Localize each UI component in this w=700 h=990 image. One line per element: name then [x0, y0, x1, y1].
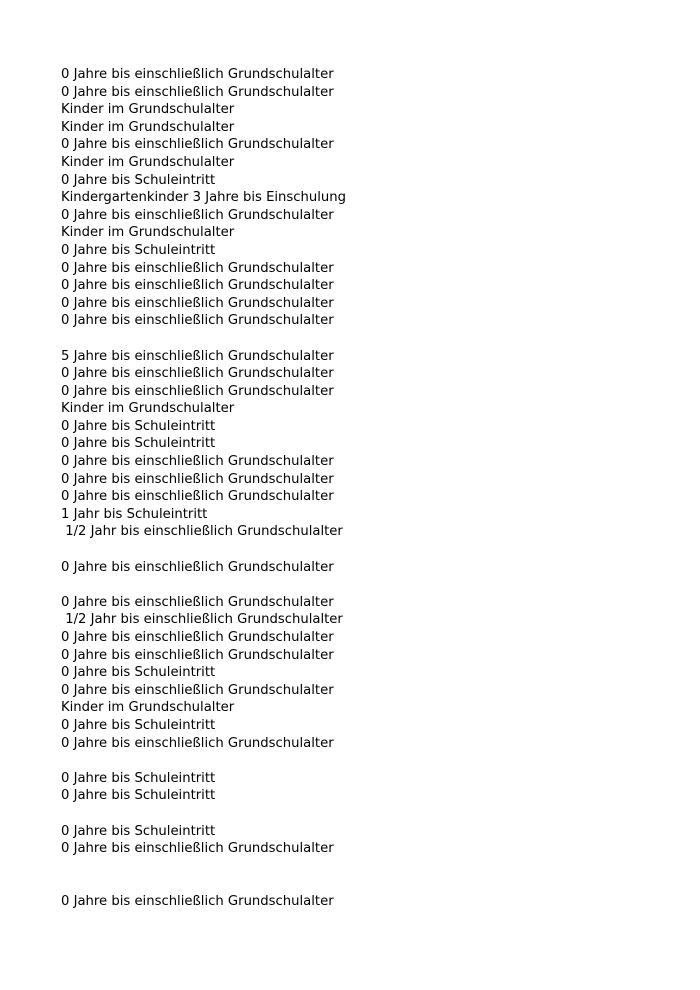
text-line: 0 Jahre bis einschließlich Grundschulalter	[61, 630, 334, 645]
text-line: Kinder im Grundschulalter	[61, 225, 235, 241]
text-line: 0 Jahre bis einschließlich Grundschulalter	[61, 471, 334, 487]
text-line	[61, 541, 681, 559]
text-line: Kinder im Grundschulalter	[61, 119, 235, 135]
text-line: 0 Jahre bis einschließlich Grundschulalter	[61, 594, 334, 610]
text-line	[61, 330, 681, 348]
text-line: Kindergartenkinder 3 Jahre bis Einschulung	[61, 190, 347, 206]
text-line: 0 Jahre bis Schuleintritt	[61, 717, 216, 733]
text-line	[61, 858, 681, 876]
text-line: Kinder im Grundschulalter	[61, 154, 235, 170]
text-line: Kinder im Grundschulalter	[61, 700, 235, 716]
text-line: 0 Jahre bis Schuleintritt	[61, 788, 216, 804]
text-line: 0 Jahre bis Schuleintritt	[61, 665, 216, 681]
text-line: Kinder im Grundschulalter	[61, 401, 235, 417]
text-line: 0 Jahre bis Schuleintritt	[61, 418, 216, 434]
text-line: 0 Jahre bis einschließlich Grundschulalter	[61, 454, 334, 470]
text-line: 0 Jahre bis Schuleintritt	[61, 770, 216, 786]
text-line: 0 Jahre bis einschließlich Grundschulalter	[61, 137, 334, 153]
text-line: 0 Jahre bis einschließlich Grundschulalter	[61, 893, 334, 909]
text-line: 1/2 Jahr bis einschließlich Grundschulalter	[61, 612, 343, 628]
text-line: 1 Jahr bis Schuleintritt	[61, 506, 208, 522]
text-line: 0 Jahre bis einschließlich Grundschulalter	[61, 841, 334, 857]
text-line: 0 Jahre bis Schuleintritt	[61, 823, 216, 839]
text-line: 0 Jahre bis einschließlich Grundschulalter	[61, 366, 334, 382]
text-line: 0 Jahre bis einschließlich Grundschulalter	[61, 313, 334, 329]
text-line: 0 Jahre bis einschließlich Grundschulalter	[61, 559, 334, 575]
text-line	[61, 875, 681, 893]
text-line: 0 Jahre bis einschließlich Grundschulalter	[61, 647, 334, 663]
text-line: 0 Jahre bis einschließlich Grundschulalter	[61, 207, 334, 223]
text-line: 1/2 Jahr bis einschließlich Grundschulalter	[61, 524, 343, 540]
text-line: Kinder im Grundschulalter	[61, 102, 235, 118]
text-line	[61, 752, 681, 770]
text-line: 0 Jahre bis einschließlich Grundschulalter	[61, 67, 334, 82]
text-line: 0 Jahre bis einschließlich Grundschulalter	[61, 295, 334, 311]
text-line: 0 Jahre bis Schuleintritt	[61, 436, 216, 452]
text-line: 0 Jahre bis Schuleintritt	[61, 172, 216, 188]
text-line: 5 Jahre bis einschließlich Grundschulalter	[61, 348, 334, 364]
text-line: 0 Jahre bis Schuleintritt	[61, 242, 216, 258]
text-line: 0 Jahre bis einschließlich Grundschulalter	[61, 278, 334, 294]
text-line: 0 Jahre bis einschließlich Grundschulalter	[61, 260, 334, 276]
text-line: 0 Jahre bis einschließlich Grundschulalter	[61, 682, 334, 698]
text-line	[61, 805, 681, 823]
text-line: 0 Jahre bis einschließlich Grundschulalter	[61, 735, 334, 751]
text-line: 0 Jahre bis einschließlich Grundschulalter	[61, 489, 334, 505]
text-line: 0 Jahre bis einschließlich Grundschulalter	[61, 383, 334, 399]
text-line: 0 Jahre bis einschließlich Grundschulalter	[61, 84, 334, 100]
document-page	[61, 66, 681, 911]
text-line	[61, 576, 681, 594]
